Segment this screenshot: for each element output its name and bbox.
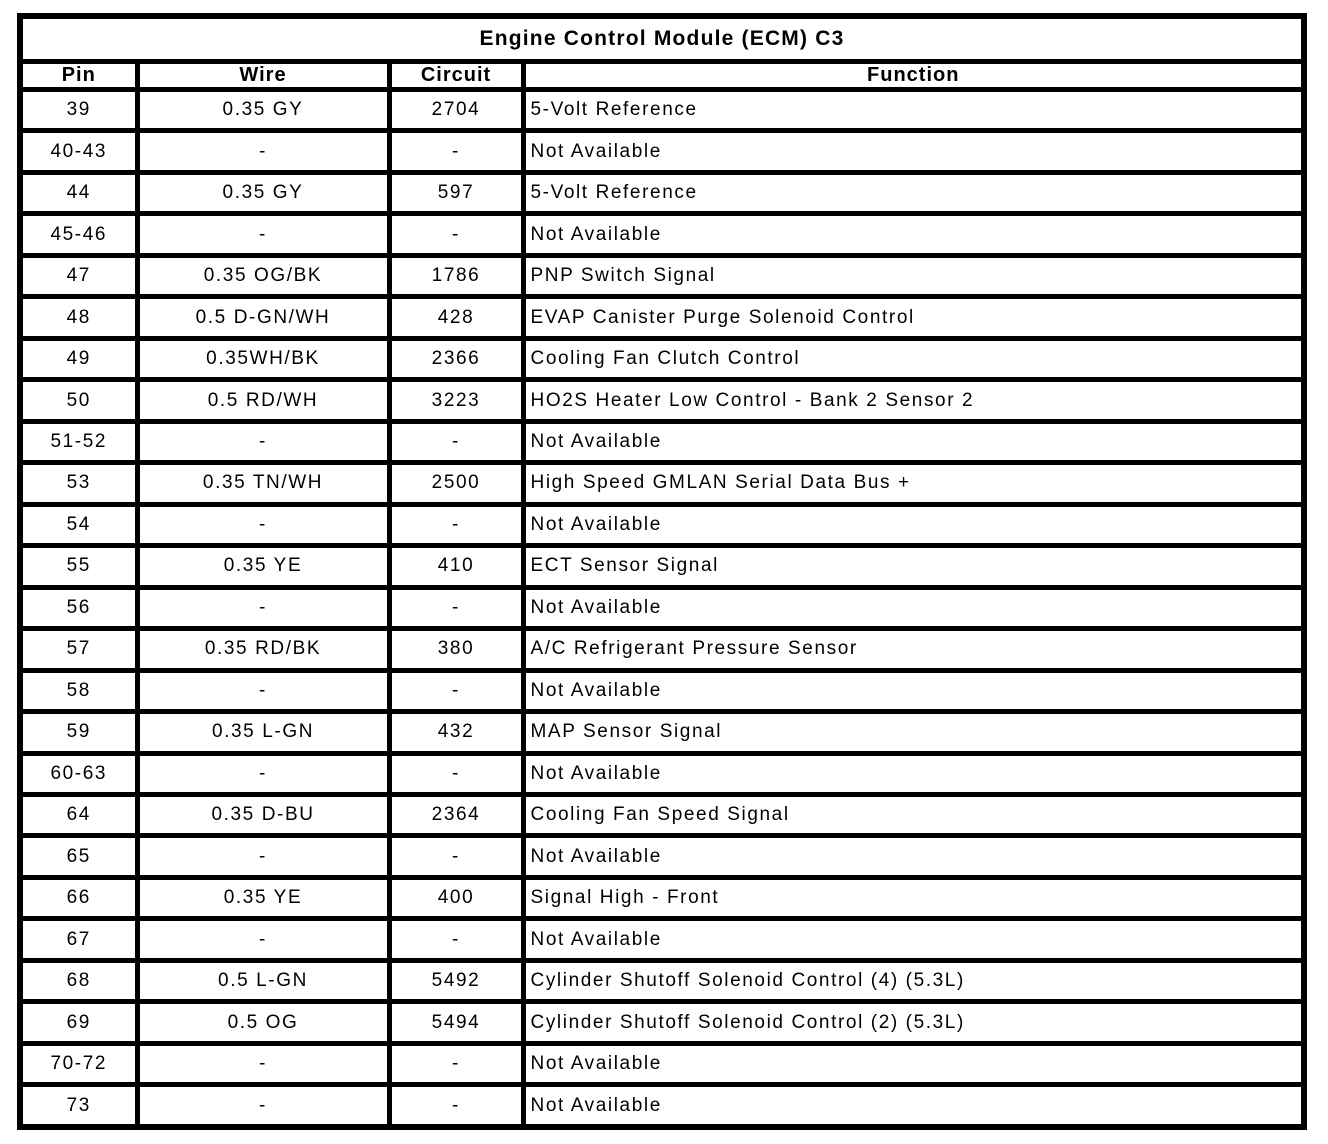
pin-cell: 50 bbox=[20, 380, 137, 421]
function-cell: ECT Sensor Signal bbox=[523, 546, 1304, 587]
table-row bbox=[20, 1043, 1304, 1084]
wire-cell: 0.35 OG/BK bbox=[137, 255, 389, 296]
circuit-cell: - bbox=[389, 504, 523, 545]
table-row bbox=[20, 836, 1304, 877]
table-row bbox=[20, 794, 1304, 835]
pin-cell: 60-63 bbox=[20, 753, 137, 794]
circuit-cell: - bbox=[389, 587, 523, 628]
wire-cell: 0.35 TN/WH bbox=[137, 463, 389, 504]
circuit-cell: 410 bbox=[389, 546, 523, 587]
pin-cell: 53 bbox=[20, 463, 137, 504]
wire-cell: - bbox=[137, 670, 389, 711]
function-cell: Not Available bbox=[523, 504, 1304, 545]
table-row bbox=[20, 421, 1304, 462]
function-cell: High Speed GMLAN Serial Data Bus + bbox=[523, 463, 1304, 504]
function-cell: Not Available bbox=[523, 919, 1304, 960]
table-row bbox=[20, 338, 1304, 379]
column-header-function: Function bbox=[523, 62, 1304, 90]
function-cell: A/C Refrigerant Pressure Sensor bbox=[523, 629, 1304, 670]
table-row bbox=[20, 463, 1304, 504]
table-row bbox=[20, 1085, 1304, 1127]
circuit-cell: 432 bbox=[389, 712, 523, 753]
ecm-pinout-table bbox=[17, 13, 1307, 1130]
wire-cell: 0.35 GY bbox=[137, 172, 389, 213]
circuit-cell: - bbox=[389, 1043, 523, 1084]
pin-cell: 57 bbox=[20, 629, 137, 670]
function-cell: Not Available bbox=[523, 1085, 1304, 1127]
circuit-cell: 2704 bbox=[389, 90, 523, 131]
circuit-cell: - bbox=[389, 1085, 523, 1127]
pin-cell: 66 bbox=[20, 877, 137, 918]
pin-cell: 47 bbox=[20, 255, 137, 296]
column-header-circuit: Circuit bbox=[389, 62, 523, 90]
function-cell: Signal High - Front bbox=[523, 877, 1304, 918]
pin-cell: 51-52 bbox=[20, 421, 137, 462]
wire-cell: - bbox=[137, 836, 389, 877]
wire-cell: 0.5 OG bbox=[137, 1002, 389, 1043]
table-row bbox=[20, 297, 1304, 338]
circuit-cell: 2500 bbox=[389, 463, 523, 504]
circuit-cell: 2364 bbox=[389, 794, 523, 835]
pin-cell: 58 bbox=[20, 670, 137, 711]
wire-cell: - bbox=[137, 1043, 389, 1084]
wire-cell: - bbox=[137, 504, 389, 545]
circuit-cell: 597 bbox=[389, 172, 523, 213]
function-cell: Not Available bbox=[523, 670, 1304, 711]
wire-cell: - bbox=[137, 214, 389, 255]
circuit-cell: 3223 bbox=[389, 380, 523, 421]
circuit-cell: 400 bbox=[389, 877, 523, 918]
wire-cell: - bbox=[137, 421, 389, 462]
pin-cell: 54 bbox=[20, 504, 137, 545]
pin-cell: 44 bbox=[20, 172, 137, 213]
circuit-cell: 1786 bbox=[389, 255, 523, 296]
wire-cell: 0.5 L-GN bbox=[137, 960, 389, 1001]
wire-cell: 0.35 D-BU bbox=[137, 794, 389, 835]
pin-cell: 49 bbox=[20, 338, 137, 379]
circuit-cell: 380 bbox=[389, 629, 523, 670]
circuit-cell: 428 bbox=[389, 297, 523, 338]
function-cell: Not Available bbox=[523, 214, 1304, 255]
circuit-cell: 2366 bbox=[389, 338, 523, 379]
pin-cell: 68 bbox=[20, 960, 137, 1001]
wire-cell: 0.5 D-GN/WH bbox=[137, 297, 389, 338]
column-header-pin: Pin bbox=[20, 62, 137, 90]
wire-cell: 0.35 RD/BK bbox=[137, 629, 389, 670]
function-cell: Cylinder Shutoff Solenoid Control (2) (5.3L) bbox=[523, 1002, 1304, 1043]
circuit-cell: - bbox=[389, 836, 523, 877]
pin-cell: 48 bbox=[20, 297, 137, 338]
table-row bbox=[20, 172, 1304, 213]
function-cell: MAP Sensor Signal bbox=[523, 712, 1304, 753]
pin-cell: 73 bbox=[20, 1085, 137, 1127]
table-row bbox=[20, 1002, 1304, 1043]
pin-cell: 65 bbox=[20, 836, 137, 877]
table-row bbox=[20, 546, 1304, 587]
wire-cell: 0.35 GY bbox=[137, 90, 389, 131]
function-cell: Not Available bbox=[523, 753, 1304, 794]
table-body bbox=[20, 90, 1304, 1128]
table-title: Engine Control Module (ECM) C3 bbox=[20, 16, 1304, 62]
circuit-cell: - bbox=[389, 919, 523, 960]
circuit-cell: 5494 bbox=[389, 1002, 523, 1043]
function-cell: Not Available bbox=[523, 421, 1304, 462]
function-cell: 5-Volt Reference bbox=[523, 90, 1304, 131]
pin-cell: 69 bbox=[20, 1002, 137, 1043]
circuit-cell: 5492 bbox=[389, 960, 523, 1001]
wire-cell: 0.35 YE bbox=[137, 877, 389, 918]
table-row bbox=[20, 960, 1304, 1001]
table-row bbox=[20, 629, 1304, 670]
function-cell: Not Available bbox=[523, 836, 1304, 877]
circuit-cell: - bbox=[389, 421, 523, 462]
pin-cell: 70-72 bbox=[20, 1043, 137, 1084]
wire-cell: 0.35 L-GN bbox=[137, 712, 389, 753]
circuit-cell: - bbox=[389, 753, 523, 794]
table-row bbox=[20, 380, 1304, 421]
table-row bbox=[20, 670, 1304, 711]
function-cell: Cooling Fan Clutch Control bbox=[523, 338, 1304, 379]
pin-cell: 64 bbox=[20, 794, 137, 835]
table-row bbox=[20, 214, 1304, 255]
wire-cell: - bbox=[137, 753, 389, 794]
pin-cell: 40-43 bbox=[20, 131, 137, 172]
function-cell: Not Available bbox=[523, 587, 1304, 628]
function-cell: PNP Switch Signal bbox=[523, 255, 1304, 296]
function-cell: Cooling Fan Speed Signal bbox=[523, 794, 1304, 835]
circuit-cell: - bbox=[389, 214, 523, 255]
table-row bbox=[20, 753, 1304, 794]
table-row bbox=[20, 712, 1304, 753]
ecm-pinout-table-container bbox=[17, 13, 1307, 1130]
title-row bbox=[20, 16, 1304, 62]
wire-cell: 0.5 RD/WH bbox=[137, 380, 389, 421]
function-cell: 5-Volt Reference bbox=[523, 172, 1304, 213]
table-row bbox=[20, 90, 1304, 131]
table-row bbox=[20, 919, 1304, 960]
circuit-cell: - bbox=[389, 131, 523, 172]
wire-cell: - bbox=[137, 587, 389, 628]
table-row bbox=[20, 587, 1304, 628]
table-row bbox=[20, 504, 1304, 545]
header-row bbox=[20, 62, 1304, 90]
wire-cell: 0.35WH/BK bbox=[137, 338, 389, 379]
wire-cell: 0.35 YE bbox=[137, 546, 389, 587]
function-cell: Not Available bbox=[523, 1043, 1304, 1084]
pin-cell: 39 bbox=[20, 90, 137, 131]
wire-cell: - bbox=[137, 1085, 389, 1127]
function-cell: Cylinder Shutoff Solenoid Control (4) (5.3L) bbox=[523, 960, 1304, 1001]
function-cell: EVAP Canister Purge Solenoid Control bbox=[523, 297, 1304, 338]
pin-cell: 59 bbox=[20, 712, 137, 753]
table-row bbox=[20, 877, 1304, 918]
column-header-wire: Wire bbox=[137, 62, 389, 90]
pin-cell: 67 bbox=[20, 919, 137, 960]
pin-cell: 45-46 bbox=[20, 214, 137, 255]
wire-cell: - bbox=[137, 131, 389, 172]
function-cell: Not Available bbox=[523, 131, 1304, 172]
circuit-cell: - bbox=[389, 670, 523, 711]
pin-cell: 56 bbox=[20, 587, 137, 628]
pin-cell: 55 bbox=[20, 546, 137, 587]
table-row bbox=[20, 255, 1304, 296]
table-head bbox=[20, 16, 1304, 90]
table-row bbox=[20, 131, 1304, 172]
wire-cell: - bbox=[137, 919, 389, 960]
function-cell: HO2S Heater Low Control - Bank 2 Sensor 2 bbox=[523, 380, 1304, 421]
